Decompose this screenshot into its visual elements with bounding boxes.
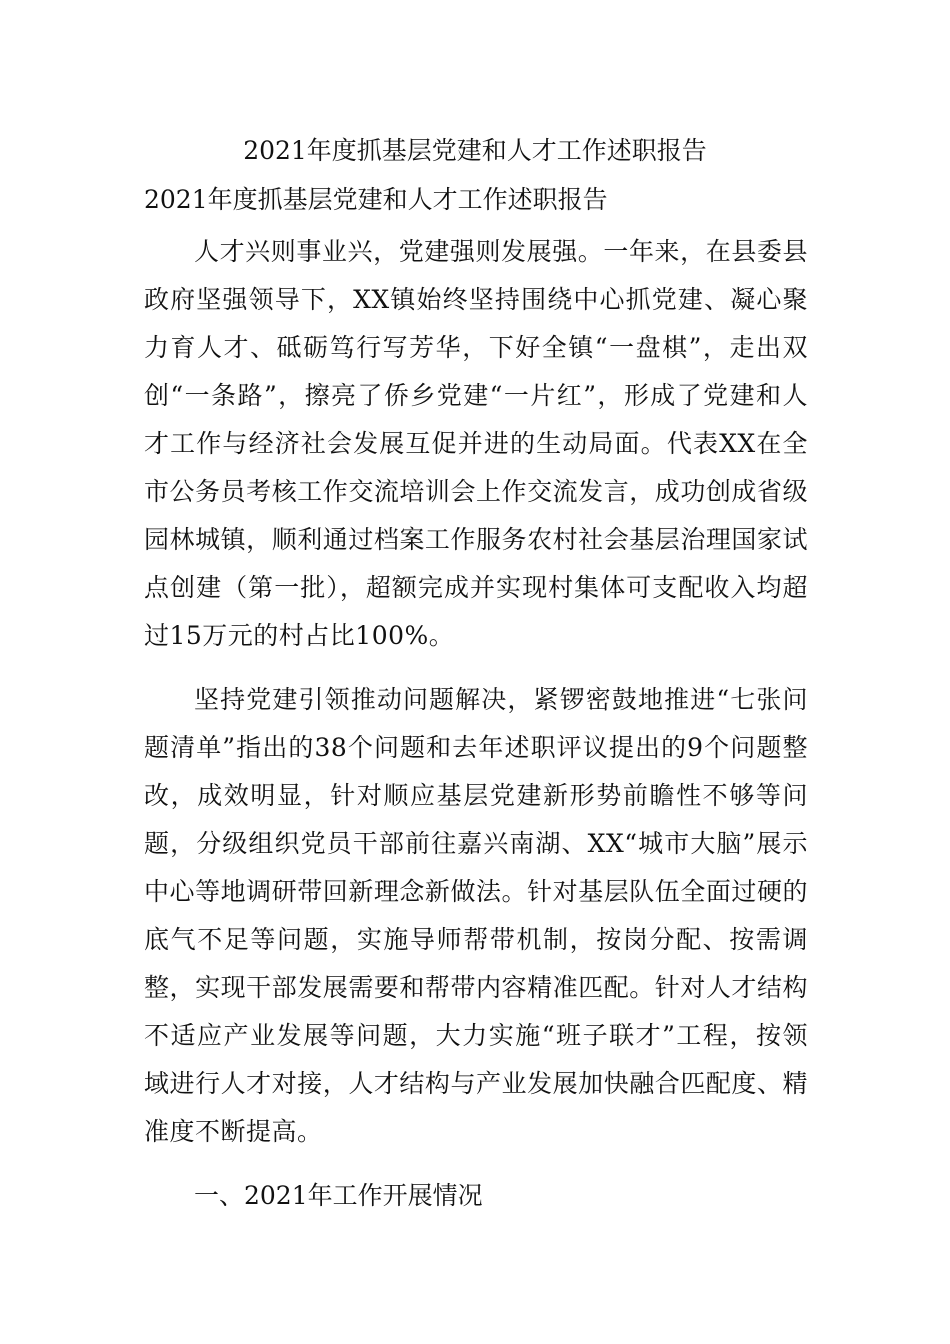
document-title: 2021年度抓基层党建和人才工作述职报告	[243, 136, 707, 165]
paragraph-problems	[144, 676, 808, 1156]
document-subtitle: 2021年度抓基层党建和人才工作述职报告	[144, 185, 608, 214]
paragraph-intro	[144, 228, 808, 660]
paragraph-text: 人才兴则事业兴，党建强则发展强。一年来，在县委县政府坚强领导下，XX镇始终坚持围绕中心抓党建、凝心聚力育人才、砥砺笃行写芳华，下好全镇“一盘棋”，走出双创“一条路”，擦亮了侨乡党建“一片红”，形成了党建和人才工作与经济社会发展互促并进的生动局面。代表XX在全市公务员考核工作交流培训会上作交流发言，成功创成省级园林城镇，顺利通过档案工作服务农村社会基层治理国家试点创建（第一批），超额完成并实现村集体可支配收入均超过15万元的村占比100%。	[144, 237, 808, 650]
paragraph-text: 坚持党建引领推动问题解决，紧锣密鼓地推进“七张问题清单”指出的38个问题和去年述职评议提出的9个问题整改，成效明显，针对顺应基层党建新形势前瞻性不够等问题，分级组织党员干部前往嘉兴南湖、XX“城市大脑”展示中心等地调研带回新理念新做法。针对基层队伍全面过硬的底气不足等问题，实施导师帮带机制，按岗分配、按需调整，实现干部发展需要和帮带内容精准匹配。针对人才结构不适应产业发展等问题，大力实施“班子联才”工程，按领域进行人才对接，人才结构与产业发展加快融合匹配度、精准度不断提高。	[144, 685, 808, 1146]
section-heading: 一、2021年工作开展情况	[194, 1181, 483, 1210]
